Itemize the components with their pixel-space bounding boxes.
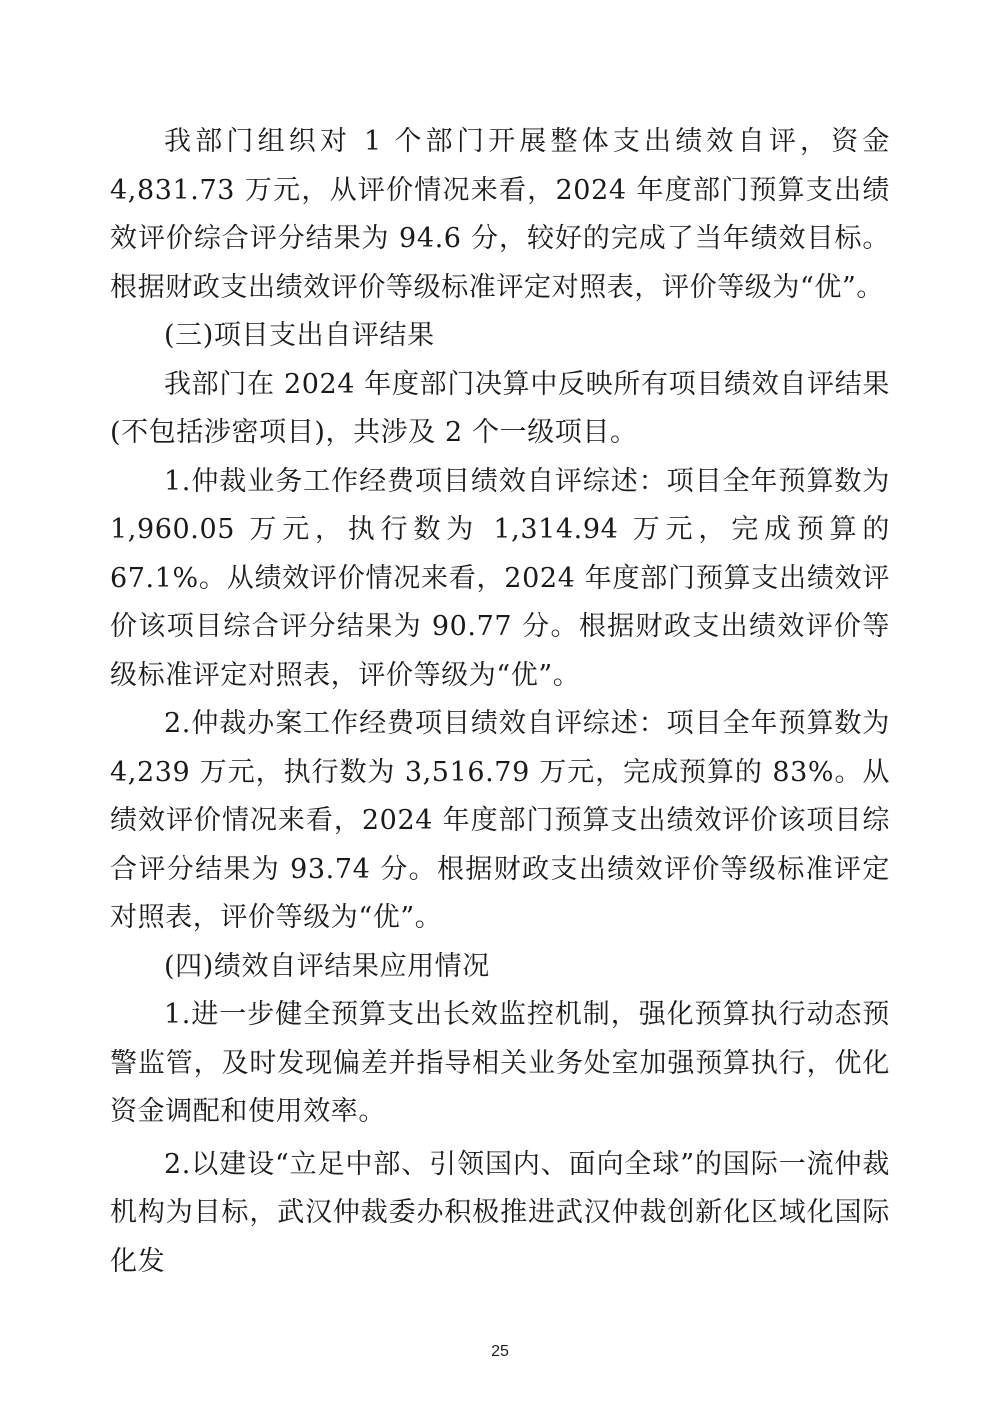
page-number: 25 <box>491 1343 509 1360</box>
section-heading-project-evaluation: (三)项目支出自评结果 <box>164 320 435 351</box>
paragraph-application-item-1: 1.进一步健全预算支出长效监控机制，强化预算执行动态预警监管，及时发现偏差并指导相关业务处室加强预算执行，优化资金调配和使用效率。 <box>110 999 890 1127</box>
section-heading-results-application: (四)绩效自评结果应用情况 <box>164 950 490 982</box>
paragraph-arbitration-business-project: 1.仲裁业务工作经费项目绩效自评综述：项目全年预算数为 1,960.05 万元，执行数为 1,314.94 万元，完成预算的 67.1%。从绩效评价情况来看，2024 年度部门预算支出绩效评价该项目综合评分结果为 90.77 分。根据财政支出绩效评价等级标准评定对照表，评价等级为“优”。 <box>110 465 890 691</box>
paragraph-overall-evaluation: 我部门组织对 1 个部门开展整体支出绩效自评，资金 4,831.73 万元，从评价情况来看，2024 年度部门预算支出绩效评价综合评分结果为 94.6 分，较好的完成了当年绩效目标。根据财政支出绩效评价等级标准评定对照表，评价等级为“优”。 <box>110 126 890 303</box>
paragraph-project-scope: 我部门在 2024 年度部门决算中反映所有项目绩效自评结果(不包括涉密项目)，共涉及 2 个一级项目。 <box>110 368 890 448</box>
paragraph-application-item-2: 2.以建设“立足中部、引领国内、面向全球”的国际一流仲裁机构为目标，武汉仲裁委办积极推进武汉仲裁创新化区域化国际化发 <box>110 1148 890 1277</box>
paragraph-arbitration-case-project: 2.仲裁办案工作经费项目绩效自评综述：项目全年预算数为 4,239 万元，执行数为 3,516.79 万元，完成预算的 83%。从绩效评价情况来看，2024 年度部门预算支出绩效评价该项目综合评分结果为 93.74 分。根据财政支出绩效评价等级标准评定对照表，评价等级为“优”。 <box>110 708 890 933</box>
document-body <box>110 118 890 1286</box>
